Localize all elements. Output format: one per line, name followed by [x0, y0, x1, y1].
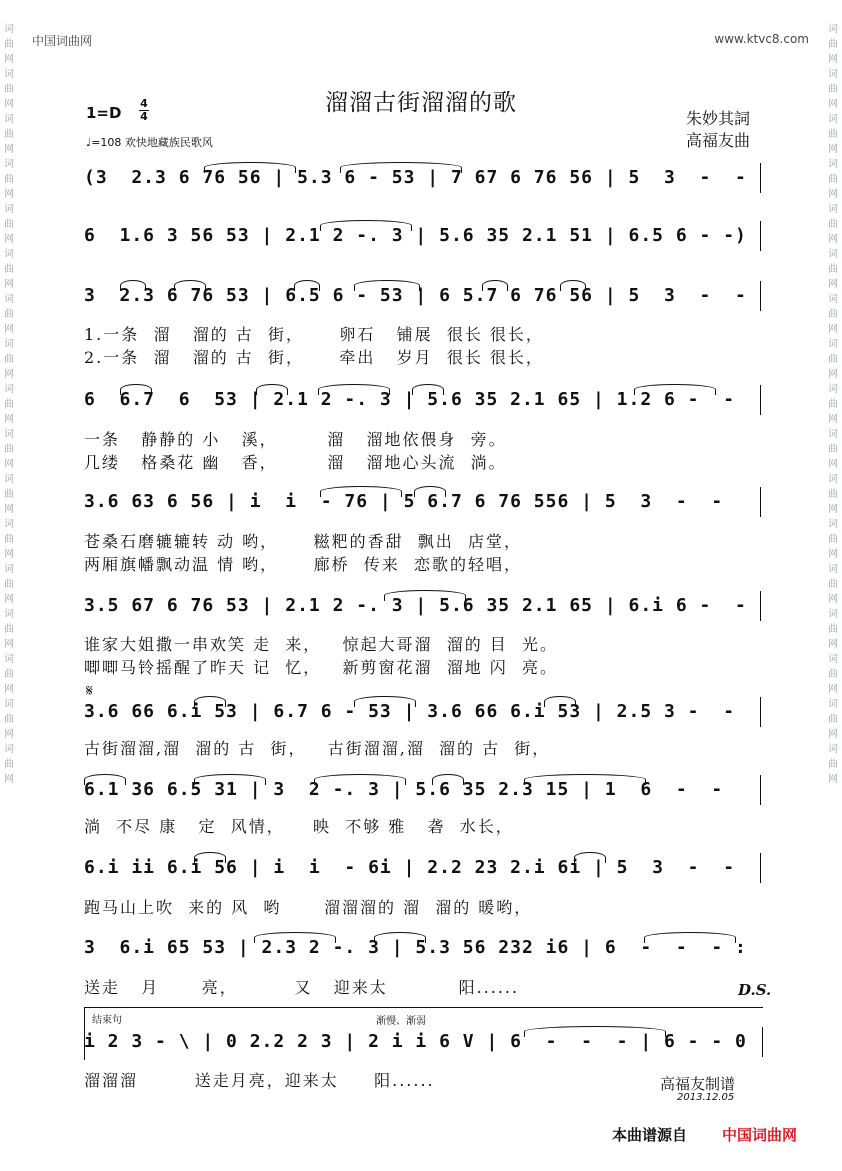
- lyric-line: 淌 不尽 康 定 风情， 映 不够 雅 砻 水长，: [84, 817, 514, 836]
- staff-notes: 3.6 66 6.i 53 | 6.7 6 - 53 | 3.6 66 6.i 53 | 2.5 3 - -: [84, 701, 736, 722]
- tie-arc: [560, 280, 586, 291]
- bar-line: [760, 775, 761, 805]
- staff-notes: 6 6.7 6 53 | 2.1 2 -. 3 | 5.6 35 2.1 65 | 1.2 6 - -: [84, 389, 736, 410]
- tie-arc: [574, 852, 606, 863]
- tie-arc: [320, 486, 402, 497]
- staff-line: [84, 484, 764, 520]
- tie-arc: [340, 162, 462, 173]
- lyric-line-verse2: 唧唧马铃摇醒了昨天 记 忆， 新剪窗花溜 溜地 闪 亮。: [84, 658, 558, 677]
- tie-arc: [194, 696, 226, 707]
- tie-arc: [120, 384, 152, 395]
- staff-line: [84, 218, 764, 254]
- brand-logo-text[interactable]: 中国词曲网: [722, 1126, 798, 1144]
- key-signature: 1=D: [86, 104, 122, 122]
- lyric-line: 跑马山上吹 来的 风 哟 溜溜溜的 溜 溜的 暖哟，: [84, 898, 533, 917]
- dal-segno-mark: D.S.: [738, 981, 772, 999]
- staff-notes: 3.5 67 6 76 53 | 2.1 2 -. 3 | 5.6 35 2.1 65 | 6.i 6 - -: [84, 595, 747, 616]
- bar-line: [760, 281, 761, 311]
- lyricist-credit: 朱妙其詞: [686, 109, 751, 128]
- tie-arc: [194, 774, 266, 785]
- tie-arc: [294, 280, 320, 291]
- time-signature: [138, 98, 150, 123]
- tie-arc: [256, 384, 288, 395]
- song-title: 溜溜古街溜溜的歌: [325, 90, 517, 116]
- lyric-line: 溜溜溜 送走月亮，迎来太 阳......: [84, 1071, 435, 1090]
- bar-line: [760, 221, 761, 251]
- watermark-right: 词曲网词曲网词曲网词曲网词曲网词曲网词曲网词曲网词曲网词曲网词曲网词曲网词曲网词曲网词曲网词曲网词曲网: [828, 24, 838, 785]
- staff-line: [84, 278, 764, 314]
- composer-credit: 高福友曲: [686, 131, 751, 150]
- staff-notes: 3 2.3 6 76 53 | 6.5 6 - 53 | 6 5.7 6 76 56 | 5 3 - -: [84, 285, 747, 306]
- tie-arc: [254, 932, 336, 943]
- tie-arc: [524, 774, 646, 785]
- tie-arc: [314, 774, 406, 785]
- tie-arc: [374, 932, 426, 943]
- segno-sign: 𝄋: [86, 681, 93, 700]
- staff-notes: 6 1.6 3 56 53 | 2.1 2 -. 3 | 5.6 35 2.1 51 | 6.5 6 - -): [84, 225, 747, 246]
- lyric-line-verse2: 几缕 格桑花 幽 香， 溜 溜地心头流 淌。: [84, 453, 507, 472]
- tie-arc: [644, 932, 736, 943]
- lyric-line: 古街溜溜,溜 溜的 古 街， 古街溜溜,溜 溜的 古 街，: [84, 739, 551, 758]
- tie-arc: [174, 280, 206, 291]
- time-signature-bottom: 4: [140, 110, 148, 123]
- tie-arc: [524, 1026, 666, 1037]
- ending-label: 结束句: [92, 1015, 122, 1026]
- staff-notes: 3.6 63 6 56 | i i - 76 | 5 6.7 6 76 556 | 5 3 - -: [84, 491, 724, 512]
- lyric-line-verse2: 2.一条 溜 溜的 古 街， 牵出 岁月 很长 很长，: [84, 348, 544, 367]
- tie-arc: [320, 220, 412, 231]
- staff-line: [84, 1024, 764, 1060]
- staff-line: [84, 850, 764, 886]
- tie-arc: [432, 774, 464, 785]
- tie-arc: [482, 280, 508, 291]
- time-signature-top: 4: [140, 97, 148, 110]
- staff-notes: (3 2.3 6 76 56 | 5.3 6 - 53 | 7 67 6 76 56 | 5 3 - -: [84, 167, 747, 188]
- tie-arc: [204, 162, 296, 173]
- bar-line: [760, 697, 761, 727]
- tie-arc: [354, 696, 416, 707]
- staff-line: [84, 694, 764, 730]
- staff-line: [84, 588, 764, 624]
- staff-notes: 6.i ii 6.i 56 | i i - 6i | 2.2 23 2.i 6i | 5 3 - -: [84, 857, 736, 878]
- tie-arc: [384, 590, 466, 601]
- lyric-line-verse1: 一条 静静的 小 溪， 溜 溜地依偎身 旁。: [84, 430, 507, 449]
- staff-line: [84, 772, 764, 808]
- staff-line: [84, 382, 764, 418]
- bar-line: [760, 853, 761, 883]
- arranger-credit: 高福友制谱: [660, 1075, 736, 1093]
- tempo-marking: ♩=108 欢快地藏族民歌风: [86, 136, 213, 149]
- watermark-left: 词曲网词曲网词曲网词曲网词曲网词曲网词曲网词曲网词曲网词曲网词曲网词曲网词曲网词曲网词曲网词曲网词曲网: [4, 24, 14, 785]
- tie-arc: [194, 852, 226, 863]
- tie-arc: [634, 384, 716, 395]
- tie-arc: [354, 280, 420, 291]
- site-name-left[interactable]: 中国词曲网: [32, 34, 93, 48]
- staff-line: [84, 930, 764, 966]
- staff-line: [84, 160, 764, 196]
- ritardando-label: 渐慢、渐弱: [376, 1016, 426, 1027]
- bar-line: [760, 487, 761, 517]
- bar-line: [762, 1027, 763, 1057]
- tie-arc: [544, 696, 576, 707]
- tie-arc: [318, 384, 390, 395]
- lyric-line-verse2: 两厢旗幡飘动温 情 哟， 廊桥 传来 恋歌的轻唱，: [84, 555, 522, 574]
- staff-notes: 6.1 36 6.5 31 | 3 2 -. 3 | 5.6 35 2.3 15 | 1 6 - -: [84, 779, 724, 800]
- lyric-line-verse1: 谁家大姐撒一串欢笑 走 来， 惊起大哥溜 溜的 目 光。: [84, 635, 558, 654]
- lyric-line: 送走 月 亮， 又 迎来太 阳......: [84, 978, 520, 997]
- lyric-line-verse1: 苍桑石磨辘辘转 动 哟， 糍粑的香甜 飘出 店堂，: [84, 532, 522, 551]
- staff-notes: 3 6.i 65 53 | 2.3 2 -. 3 | 5.3 56 232 i6 | 6 - - - :: [84, 937, 747, 958]
- bar-line: [760, 385, 761, 415]
- tie-arc: [84, 774, 126, 785]
- site-url-right[interactable]: www.ktvc8.com: [714, 32, 809, 46]
- bar-line: [760, 591, 761, 621]
- tie-arc: [414, 486, 446, 497]
- source-label: 本曲谱源自: [612, 1126, 688, 1144]
- staff-notes: i 2 3 - \ | 0 2.2 2 3 | 2 i i 6 V | 6 - - - | 6 - - 0: [84, 1031, 747, 1052]
- tie-arc: [412, 384, 444, 395]
- tie-arc: [120, 280, 146, 291]
- lyric-line-verse1: 1.一条 溜 溜的 古 街， 卵石 铺展 很长 很长，: [84, 325, 544, 344]
- arrangement-date: 2013.12.05: [677, 1092, 735, 1103]
- bar-line: [760, 163, 761, 193]
